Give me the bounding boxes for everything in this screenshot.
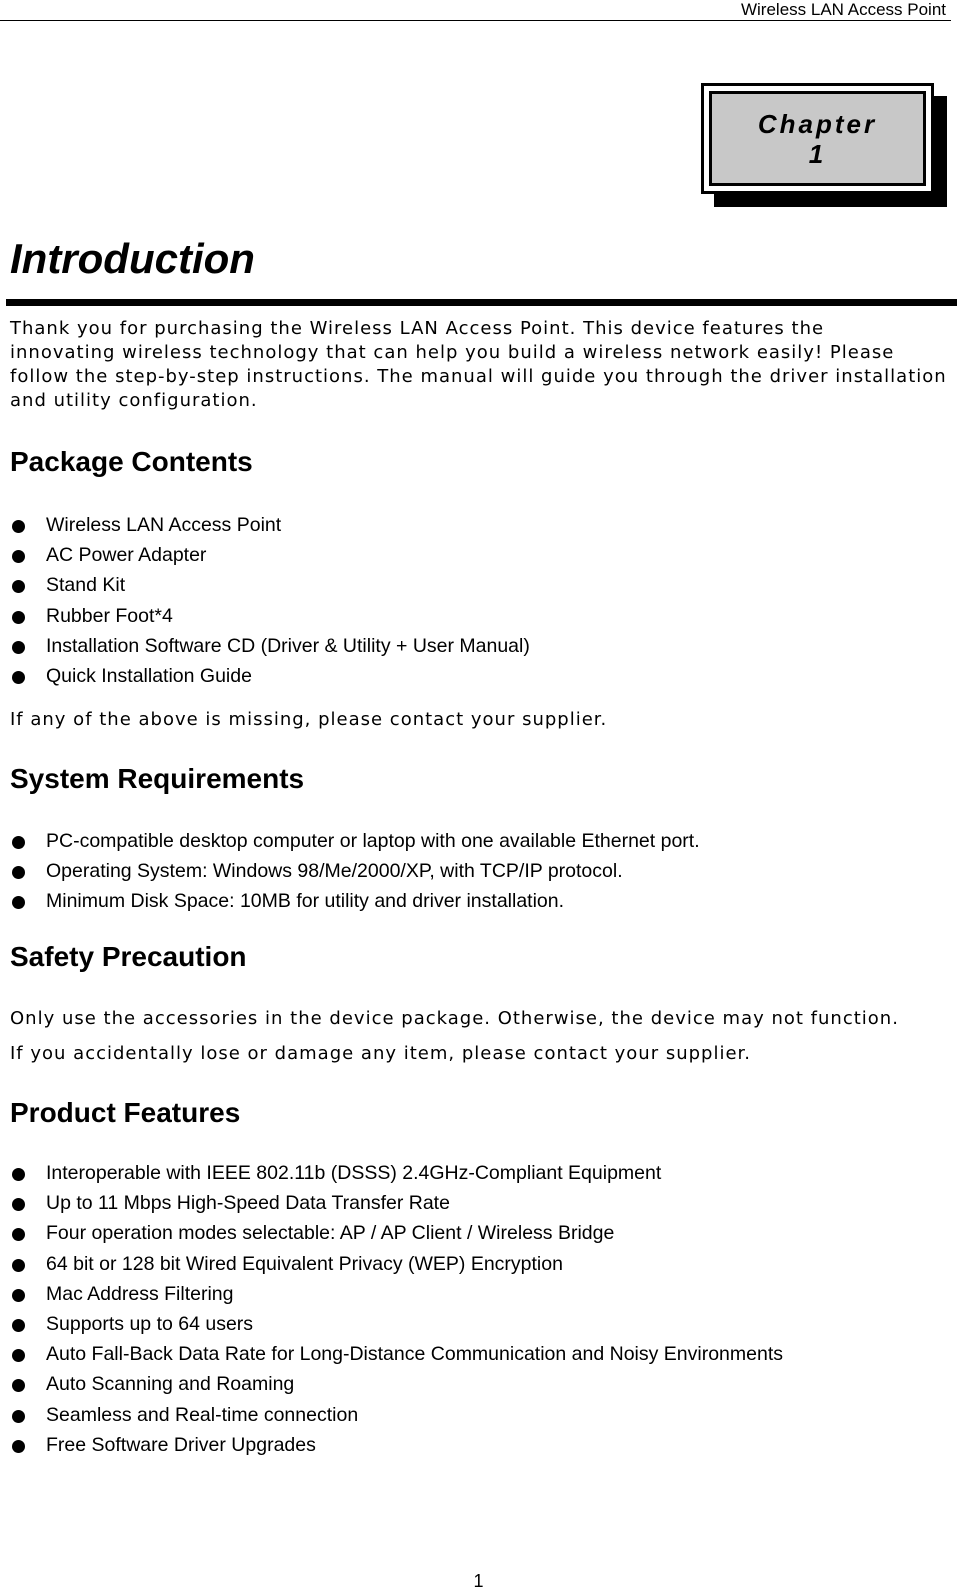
bullet-icon — [12, 1410, 25, 1423]
list-item: Up to 11 Mbps High-Speed Data Transfer Rate — [10, 1188, 783, 1218]
chapter-number: 1 — [808, 138, 827, 169]
system-requirements-heading: System Requirements — [10, 763, 305, 794]
list-item: AC Power Adapter — [10, 540, 530, 570]
list-item: Auto Fall-Back Data Rate for Long-Distance Communication and Noisy Environments — [10, 1339, 783, 1369]
bullet-icon — [12, 520, 25, 533]
bullet-icon — [12, 866, 25, 879]
running-header-title: Wireless LAN Access Point — [740, 0, 946, 19]
list-item: Wireless LAN Access Point — [10, 510, 530, 540]
package-missing-note: If any of the above is missing, please contact your supplier. — [10, 709, 608, 730]
page-number: 1 — [473, 1571, 484, 1591]
list-item: Minimum Disk Space: 10MB for utility and driver installation. — [10, 886, 700, 916]
bullet-icon — [12, 1228, 25, 1241]
bullet-icon — [12, 1379, 25, 1392]
safety-heading: Safety Precaution — [10, 941, 247, 972]
bullet-icon — [12, 1198, 25, 1211]
bullet-icon — [12, 1289, 25, 1302]
bullet-icon — [12, 836, 25, 849]
page-title: Introduction — [10, 235, 255, 282]
bullet-icon — [12, 671, 25, 684]
chapter-box — [701, 83, 934, 194]
list-item: Rubber Foot*4 — [10, 601, 530, 631]
list-item: Seamless and Real-time connection — [10, 1400, 783, 1430]
bullet-icon — [12, 611, 25, 624]
intro-line: follow the step-by-step instructions. The manual will guide you through the driver installation — [10, 366, 947, 387]
bullet-icon — [12, 1349, 25, 1362]
list-item: Auto Scanning and Roaming — [10, 1369, 783, 1399]
list-item: Free Software Driver Upgrades — [10, 1430, 783, 1460]
intro-line: Thank you for purchasing the Wireless LAN Access Point. This device features the — [10, 318, 825, 339]
title-rule — [6, 299, 957, 306]
bullet-icon — [12, 1259, 25, 1272]
list-item: Mac Address Filtering — [10, 1279, 783, 1309]
system-requirements-list — [10, 826, 700, 917]
chapter-label: Chapter — [757, 108, 878, 139]
bullet-icon — [12, 1440, 25, 1453]
bullet-icon — [12, 1319, 25, 1332]
product-features-heading: Product Features — [10, 1097, 241, 1128]
list-item: Installation Software CD (Driver & Utility + User Manual) — [10, 631, 530, 661]
bullet-icon — [12, 580, 25, 593]
list-item: PC-compatible desktop computer or laptop with one available Ethernet port. — [10, 826, 700, 856]
list-item: Operating System: Windows 98/Me/2000/XP, with TCP/IP protocol. — [10, 856, 700, 886]
list-item: Four operation modes selectable: AP / AP Client / Wireless Bridge — [10, 1218, 783, 1248]
bullet-icon — [12, 896, 25, 909]
package-contents-heading: Package Contents — [10, 446, 253, 477]
intro-line: innovating wireless technology that can help you build a wireless network easily! Please — [10, 342, 895, 363]
list-item: 64 bit or 128 bit Wired Equivalent Privacy (WEP) Encryption — [10, 1249, 783, 1279]
product-features-list — [10, 1158, 783, 1460]
bullet-icon — [12, 1168, 25, 1181]
safety-line-2: If you accidentally lose or damage any item, please contact your supplier. — [10, 1043, 752, 1064]
running-header — [0, 0, 951, 21]
package-contents-list — [10, 510, 530, 691]
intro-line: and utility configuration. — [10, 390, 258, 411]
list-item: Quick Installation Guide — [10, 661, 530, 691]
list-item: Interoperable with IEEE 802.11b (DSSS) 2.4GHz-Compliant Equipment — [10, 1158, 783, 1188]
list-item: Stand Kit — [10, 570, 530, 600]
intro-paragraph — [10, 317, 955, 413]
chapter-label-panel — [709, 91, 926, 186]
bullet-icon — [12, 550, 25, 563]
list-item: Supports up to 64 users — [10, 1309, 783, 1339]
safety-line-1: Only use the accessories in the device package. Otherwise, the device may not function. — [10, 1008, 899, 1029]
bullet-icon — [12, 641, 25, 654]
